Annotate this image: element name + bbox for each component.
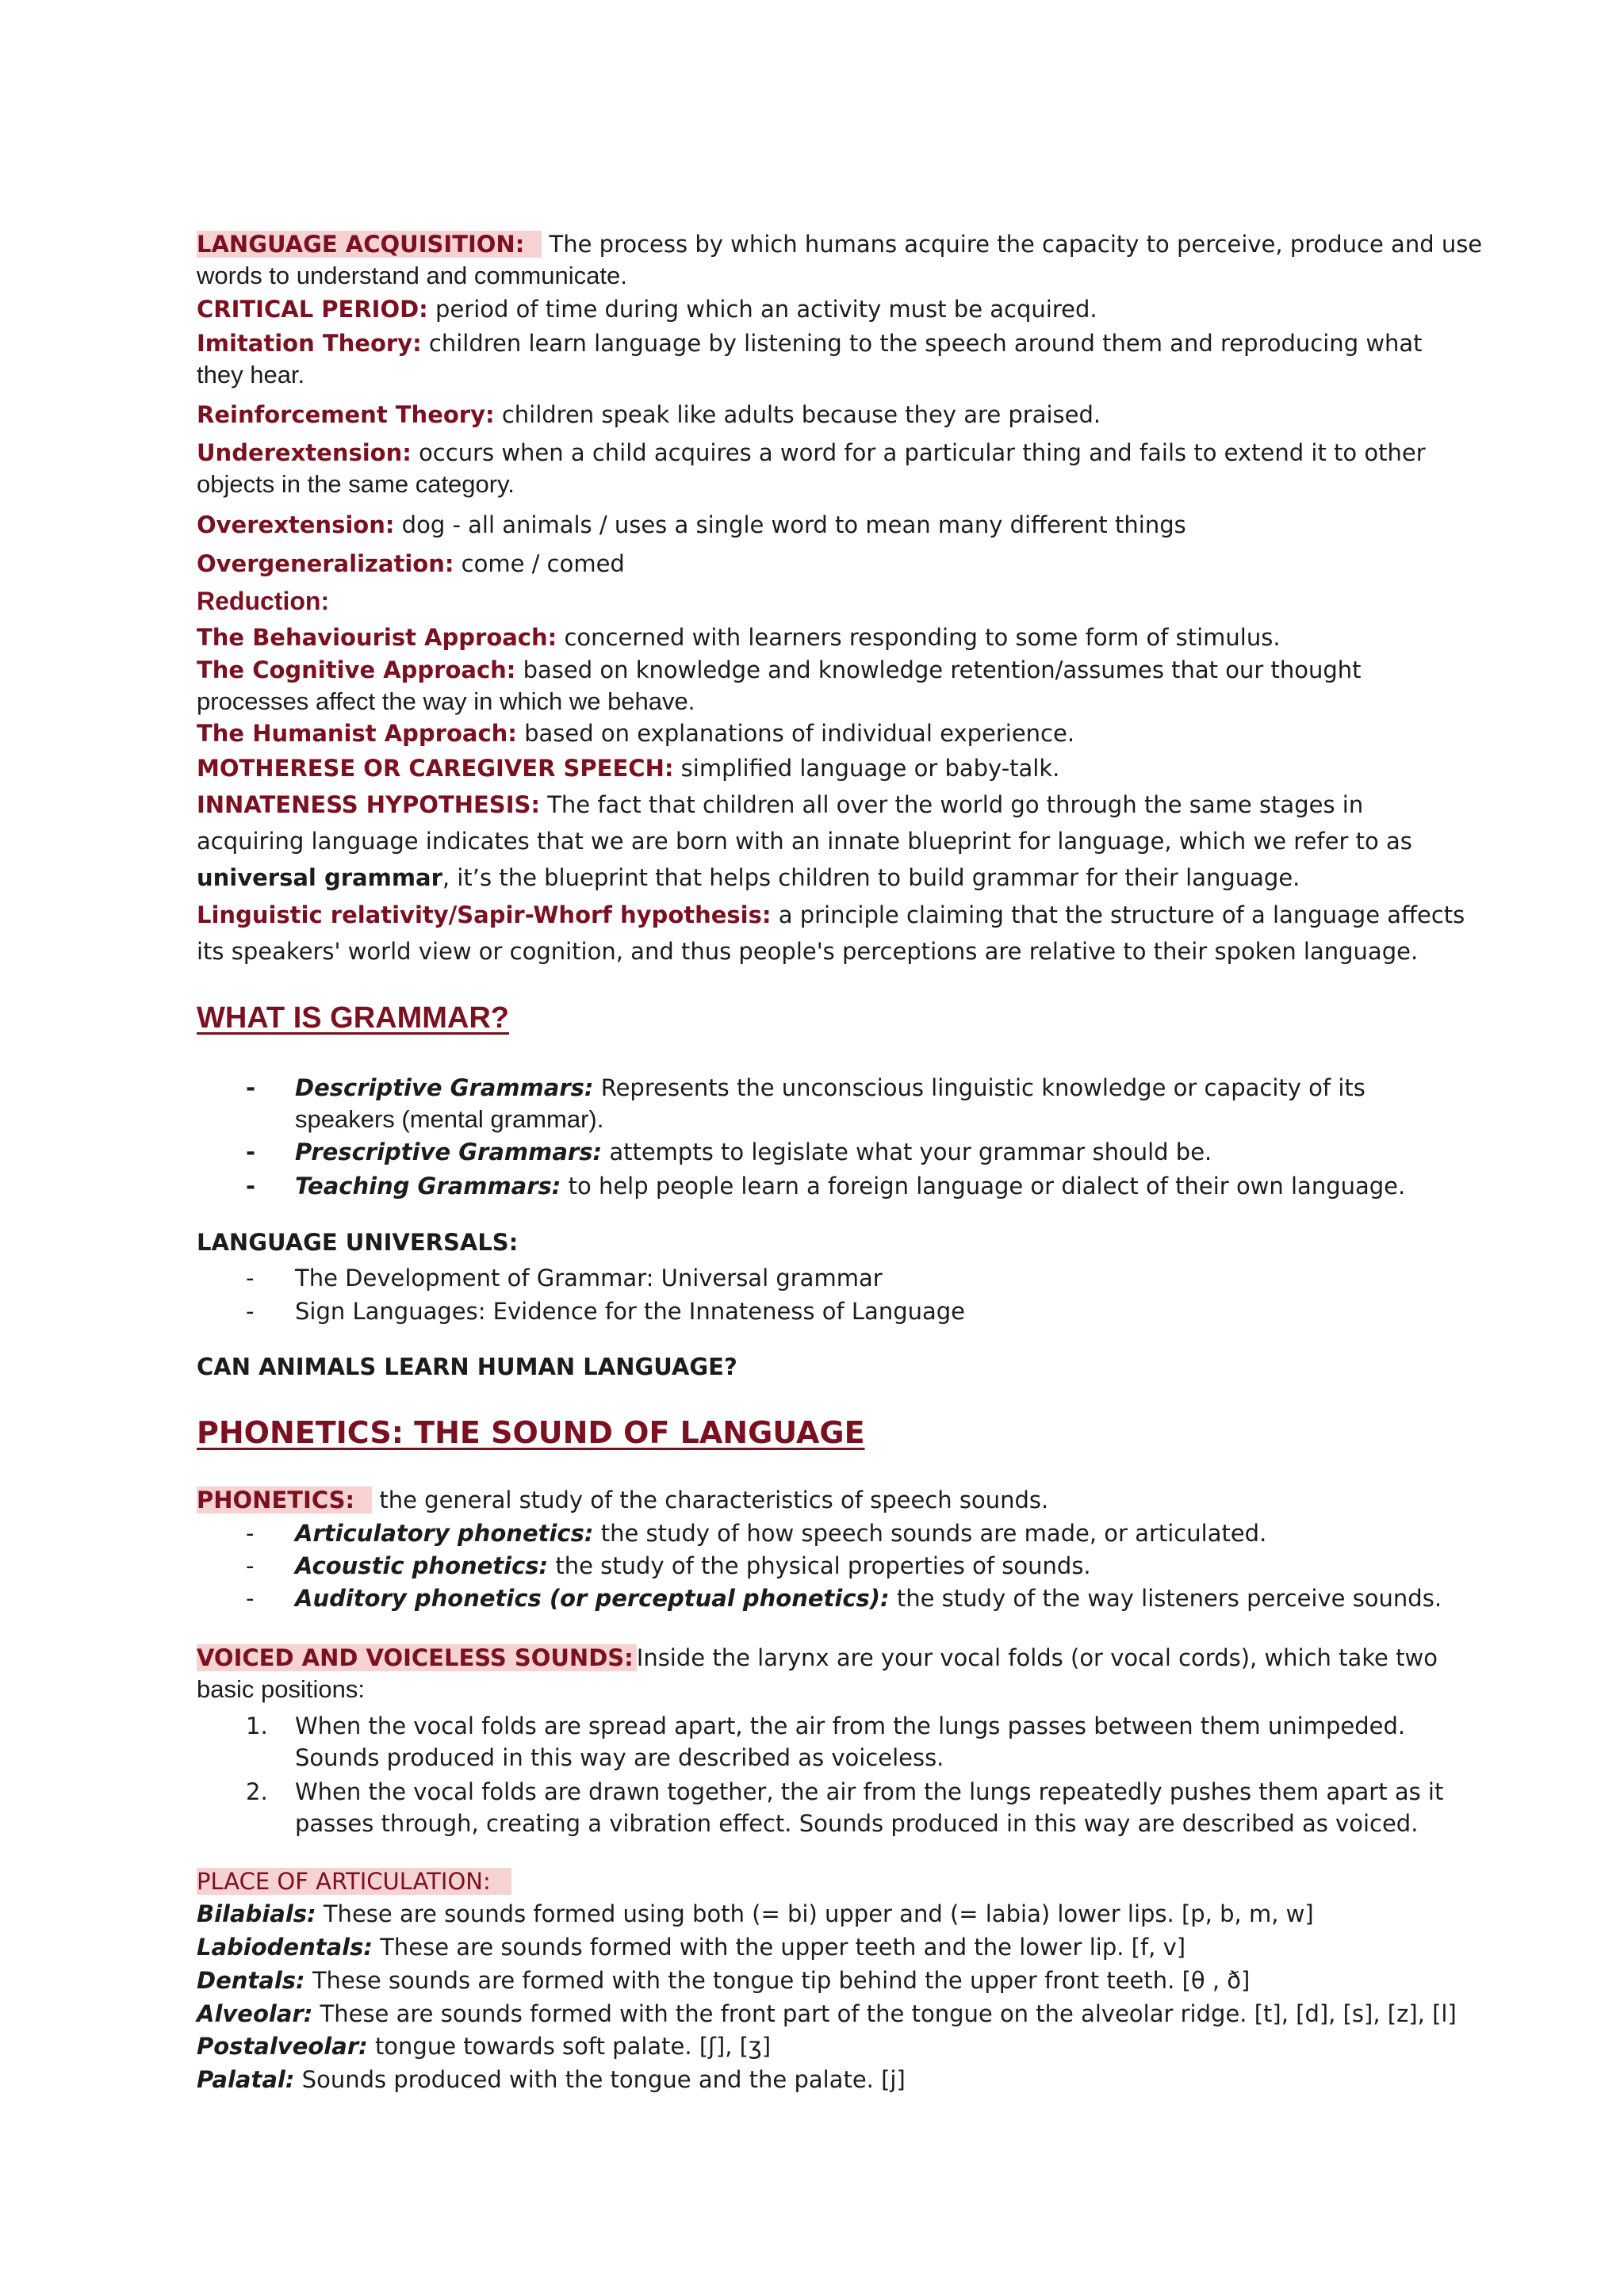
item-term: Dentals: — [197, 1967, 305, 1994]
definition-humanist-approach — [197, 718, 1434, 749]
list-marker: 1. — [246, 1712, 268, 1739]
term-label: Overgeneralization: — [197, 550, 454, 577]
item-term: Palatal: — [197, 2066, 295, 2093]
item-text: to help people learn a foreign language or dialect of their own language. — [568, 1173, 1406, 1200]
item-text-cont: speakers (mental grammar). — [295, 1105, 604, 1133]
definition-text-cont: words to understand and communicate. — [197, 262, 627, 289]
definition-reinforcement-theory — [197, 399, 1434, 430]
definition-motherese — [197, 752, 1434, 784]
place-item — [197, 1931, 1434, 1963]
item-text: When the vocal folds are drawn together, the air from the lungs repeatedly pushes them apart as it — [295, 1778, 1444, 1805]
item-text: the study of how speech sounds are made, or articulated. — [600, 1520, 1267, 1547]
definition-text-cont: acquiring language indicates that we are born with an innate blueprint for language, which we refer to as — [197, 828, 1412, 855]
definition-text: dog - all animals / uses a single word to mean many different things — [401, 511, 1186, 538]
item-text: Sign Languages: Evidence for the Innateness of Language — [295, 1298, 966, 1325]
list-marker: 2. — [246, 1778, 268, 1805]
definition-linguistic-relativity — [197, 899, 1465, 967]
item-text: tongue towards soft palate. [ʃ], [ʒ] — [374, 2033, 772, 2060]
item-text: These are sounds formed using both (= bi) upper and (= labia) lower lips. [p, b, m, w] — [323, 1900, 1314, 1927]
item-term: Labiodentals: — [197, 1934, 373, 1961]
definition-text: simplified language or baby-talk. — [680, 755, 1060, 782]
definition-text: come / comed — [461, 550, 625, 577]
term-label: INNATENESS HYPOTHESIS: — [197, 791, 540, 818]
definition-language-acquisition — [197, 228, 1483, 292]
definition-text: concerned with learners responding to some form of stimulus. — [564, 624, 1281, 651]
item-text: When the vocal folds are spread apart, the air from the lungs passes between them unimpeded. — [295, 1712, 1406, 1739]
list-marker: - — [246, 1265, 255, 1292]
place-item — [197, 2064, 1434, 2095]
item-text: These are sounds formed with the front part of the tongue on the alveolar ridge. [t], [d], [s], [z], [l] — [320, 2000, 1457, 2027]
definition-text: Inside the larynx are your vocal folds (or vocal cords), which take two — [636, 1644, 1438, 1671]
item-text: Represents the unconscious linguistic knowledge or capacity of its — [600, 1074, 1365, 1101]
definition-behaviourist-approach — [197, 622, 1434, 653]
list-marker: - — [246, 1585, 255, 1612]
definition-text: a principle claiming that the structure of a language affects — [778, 901, 1465, 928]
term-label: CRITICAL PERIOD: — [197, 296, 428, 323]
definition-text-cont: they hear. — [197, 361, 305, 388]
term-label: The Behaviourist Approach: — [197, 624, 557, 651]
definition-text: based on explanations of individual experience. — [524, 720, 1075, 747]
term-label: Linguistic relativity/Sapir-Whorf hypothesis: — [197, 901, 772, 928]
definition-text-cont: objects in the same category. — [197, 470, 515, 498]
definition-reduction — [197, 585, 1434, 618]
place-item — [197, 2030, 1434, 2062]
section-heading-animals: CAN ANIMALS LEARN HUMAN LANGUAGE? — [197, 1353, 737, 1380]
definition-text: children speak like adults because they are praised. — [501, 401, 1101, 428]
definition-critical-period — [197, 293, 1434, 325]
term-label: The Humanist Approach: — [197, 720, 517, 747]
definition-text: occurs when a child acquires a word for a particular thing and fails to extend it to other — [419, 439, 1426, 466]
item-term: Acoustic phonetics: — [295, 1552, 549, 1579]
item-term: Auditory phonetics (or perceptual phonetics): — [295, 1585, 890, 1612]
item-text: Sounds produced with the tongue and the palate. [j] — [301, 2066, 906, 2093]
definition-imitation-theory — [197, 327, 1434, 391]
list-marker: - — [246, 1520, 255, 1547]
definition-text: period of time during which an activity must be acquired. — [435, 296, 1097, 323]
item-text-cont: passes through, creating a vibration effect. Sounds produced in this way are described as voiced. — [295, 1810, 1419, 1837]
item-term: Teaching Grammars: — [295, 1173, 561, 1200]
item-text: These are sounds formed with the upper teeth and the lower lip. [f, v] — [380, 1934, 1186, 1961]
place-item — [197, 1998, 1457, 2030]
definition-cognitive-approach — [197, 654, 1434, 718]
definition-text-cont: its speakers' world view or cognition, and thus people's perceptions are relative to their spoken language. — [197, 938, 1419, 965]
term-label: LANGUAGE ACQUISITION: — [197, 231, 542, 258]
list-marker: - — [246, 1138, 256, 1165]
term-label: Reinforcement Theory: — [197, 401, 495, 428]
item-term: Postalveolar: — [197, 2033, 368, 2060]
definition-overextension — [197, 509, 1434, 541]
definition-text-cont: basic positions: — [197, 1675, 365, 1703]
item-text: These sounds are formed with the tongue tip behind the upper front teeth. [θ , ð] — [312, 1967, 1251, 1994]
item-text: the study of the way listeners perceive sounds. — [896, 1585, 1442, 1612]
section-heading-place: PLACE OF ARTICULATION: — [197, 1868, 511, 1895]
definition-text: The fact that children all over the world go through the same stages in — [547, 791, 1364, 818]
item-term: Descriptive Grammars: — [295, 1074, 594, 1101]
voiced-definition — [197, 1642, 1438, 1705]
definition-text: The process by which humans acquire the capacity to perceive, produce and use — [549, 231, 1483, 258]
definition-text: children learn language by listening to the speech around them and reproducing what — [428, 330, 1423, 357]
item-term: Bilabials: — [197, 1900, 316, 1927]
section-heading-phonetics: PHONETICS: THE SOUND OF LANGUAGE — [197, 1415, 865, 1450]
place-item — [197, 1898, 1434, 1930]
definition-overgeneralization — [197, 548, 1434, 580]
definition-bold-term: universal grammar — [197, 864, 442, 891]
item-text: the study of the physical properties of sounds. — [555, 1552, 1091, 1579]
list-marker: - — [246, 1552, 255, 1579]
list-marker: - — [246, 1298, 255, 1325]
definition-text: based on knowledge and knowledge retention/assumes that our thought — [523, 656, 1362, 683]
definition-innateness-hypothesis — [197, 789, 1434, 894]
item-text-cont: Sounds produced in this way are described as voiceless. — [295, 1744, 944, 1771]
item-term: Articulatory phonetics: — [295, 1520, 594, 1547]
item-term: Prescriptive Grammars: — [295, 1138, 603, 1165]
term-label: VOICED AND VOICELESS SOUNDS: — [197, 1644, 637, 1671]
list-marker: - — [246, 1074, 256, 1101]
definition-underextension — [197, 437, 1434, 500]
section-heading-universals: LANGUAGE UNIVERSALS: — [197, 1229, 519, 1256]
item-text: The Development of Grammar: Universal grammar — [295, 1265, 883, 1292]
item-term: Alveolar: — [197, 2000, 313, 2027]
place-item — [197, 1965, 1434, 1996]
definition-text-cont2: , it’s the blueprint that helps children to build grammar for their language. — [442, 864, 1300, 891]
phonetics-definition — [197, 1484, 1434, 1516]
list-marker: - — [246, 1173, 256, 1200]
term-label: The Cognitive Approach: — [197, 656, 516, 683]
item-text: attempts to legislate what your grammar should be. — [609, 1138, 1212, 1165]
definition-text-cont: processes affect the way in which we behave. — [197, 687, 695, 715]
section-heading-grammar: WHAT IS GRAMMAR? — [197, 1001, 510, 1035]
term-label: PHONETICS: — [197, 1487, 372, 1513]
definition-text: the general study of the characteristics of speech sounds. — [379, 1487, 1049, 1513]
term-label: Underextension: — [197, 439, 412, 466]
place-heading-row — [197, 1866, 1434, 1897]
term-label: Overextension: — [197, 511, 395, 538]
term-label: MOTHERESE OR CAREGIVER SPEECH: — [197, 755, 674, 782]
term-label: Imitation Theory: — [197, 330, 422, 357]
term-label: Reduction: — [197, 587, 330, 615]
